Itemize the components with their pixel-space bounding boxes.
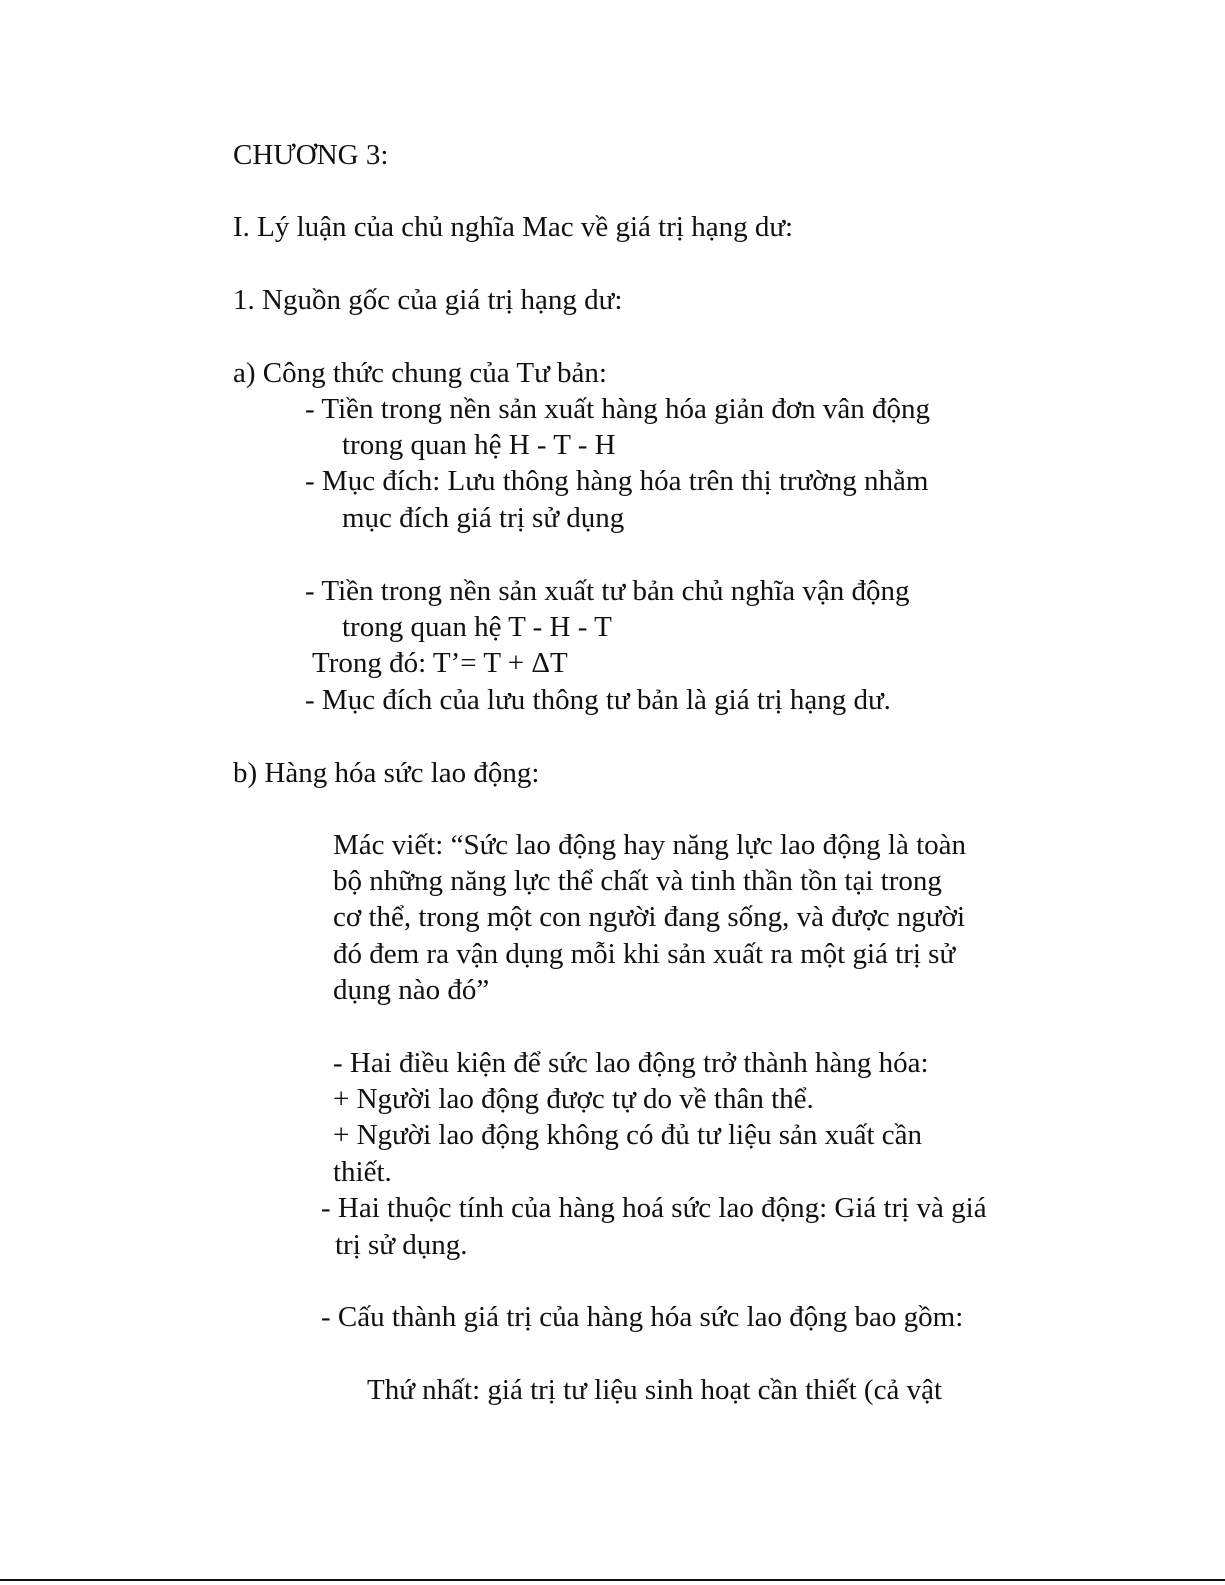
bullet-line: - Tiền trong nền sản xuất tư bản chủ nghĩa vận động [305,575,910,607]
bullet-line: - Mục đích của lưu thông tư bản là giá trị hạng dư. [305,684,891,716]
paragraph-line: Thứ nhất: giá trị tư liệu sinh hoạt cần thiết (cả vật [367,1374,943,1406]
quote-line: đó đem ra vận dụng mỗi khi sản xuất ra một giá trị sử [333,938,956,970]
quote-line: bộ những năng lực thể chất và tinh thần tồn tại trong [333,865,942,897]
quote-line: cơ thể, trong một con người đang sống, và được người [333,901,966,933]
bullet-line: - Mục đích: Lưu thông hàng hóa trên thị trường nhằm [305,465,929,497]
section-heading: I. Lý luận của chủ nghĩa Mac về giá trị hạng dư: [233,211,794,243]
page-bottom-rule [0,1579,1225,1581]
bullet-line: - Cấu thành giá trị của hàng hóa sức lao động bao gồm: [321,1301,964,1333]
item-heading-a: a) Công thức chung của Tư bản: [233,357,607,389]
plus-continuation: thiết. [333,1156,392,1188]
bullet-line: - Tiền trong nền sản xuất hàng hóa giản đơn vân động [305,393,931,425]
bullet-line: - Hai thuộc tính của hàng hoá sức lao động: Giá trị và giá [321,1192,987,1224]
bullet-line: - Hai điều kiện để sức lao động trở thành hàng hóa: [333,1047,929,1079]
plus-line: + Người lao động không có đủ tư liệu sản xuất cần [333,1119,923,1151]
formula-line: Trong đó: T’= T + ΔT [312,647,568,679]
quote-line: Mác viết: “Sức lao động hay năng lực lao động là toàn [333,829,967,861]
item-heading-b: b) Hàng hóa sức lao động: [233,757,540,789]
subsection-heading: 1. Nguồn gốc của giá trị hạng dư: [233,284,623,316]
bullet-continuation: mục đích giá trị sử dụng [342,502,625,534]
bullet-continuation: trong quan hệ T - H - T [342,611,612,643]
chapter-heading: CHƯƠNG 3: [233,139,389,171]
quote-line: dụng nào đó” [333,974,490,1006]
plus-line: + Người lao động được tự do về thân thể. [333,1083,814,1115]
bullet-continuation: trong quan hệ H - T - H [342,429,616,461]
bullet-continuation: trị sử dụng. [335,1229,468,1261]
